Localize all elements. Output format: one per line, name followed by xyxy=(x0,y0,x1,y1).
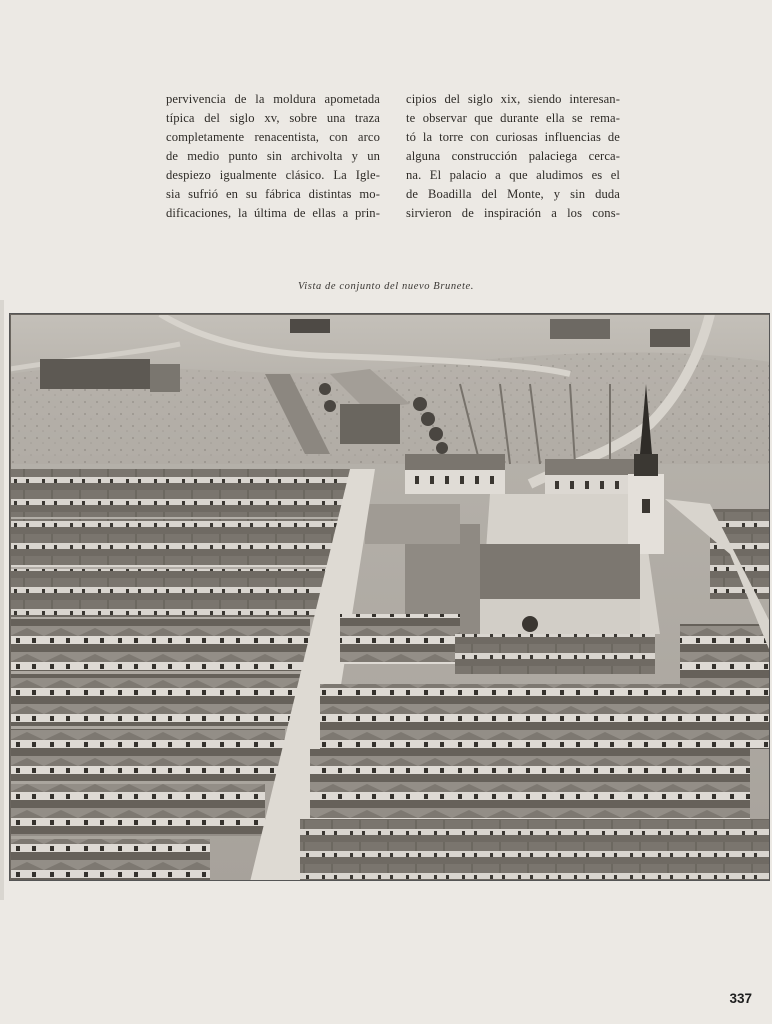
text-line: típica del siglo xv, sobre una traza xyxy=(166,111,380,125)
figure-caption: Vista de conjunto del nuevo Brunete. xyxy=(298,281,474,292)
text-line: dificaciones, la última de ellas a prin- xyxy=(166,206,380,220)
aerial-photo-illustration xyxy=(10,314,770,881)
page-edge xyxy=(0,300,4,900)
aerial-photo xyxy=(9,313,770,881)
text-line: sirvieron de inspiración a los cons- xyxy=(406,206,620,220)
text-line: completamente renacentista, con arco xyxy=(166,130,380,144)
text-line: cipios del siglo xix, siendo interesan- xyxy=(406,92,620,106)
text-line: te observar que durante ella se rema- xyxy=(406,111,620,125)
text-line: de Boadilla del Monte, y sin duda xyxy=(406,187,620,201)
right-text-column xyxy=(406,90,620,223)
text-line: alguna construcción palaciega cerca- xyxy=(406,149,620,163)
left-text-column xyxy=(166,90,380,223)
text-line: sia sufrió en su fábrica distintas mo- xyxy=(166,187,380,201)
text-line: tó la torre con curiosas influencias de xyxy=(406,130,620,144)
text-line: na. El palacio a que aludimos es el xyxy=(406,168,620,182)
text-line: de medio punto sin archivolta y un xyxy=(166,149,380,163)
text-line: despiezo igualmente clásico. La Igle- xyxy=(166,168,380,182)
page-number: 337 xyxy=(729,991,752,1006)
text-line: pervivencia de la moldura apometada xyxy=(166,92,380,106)
